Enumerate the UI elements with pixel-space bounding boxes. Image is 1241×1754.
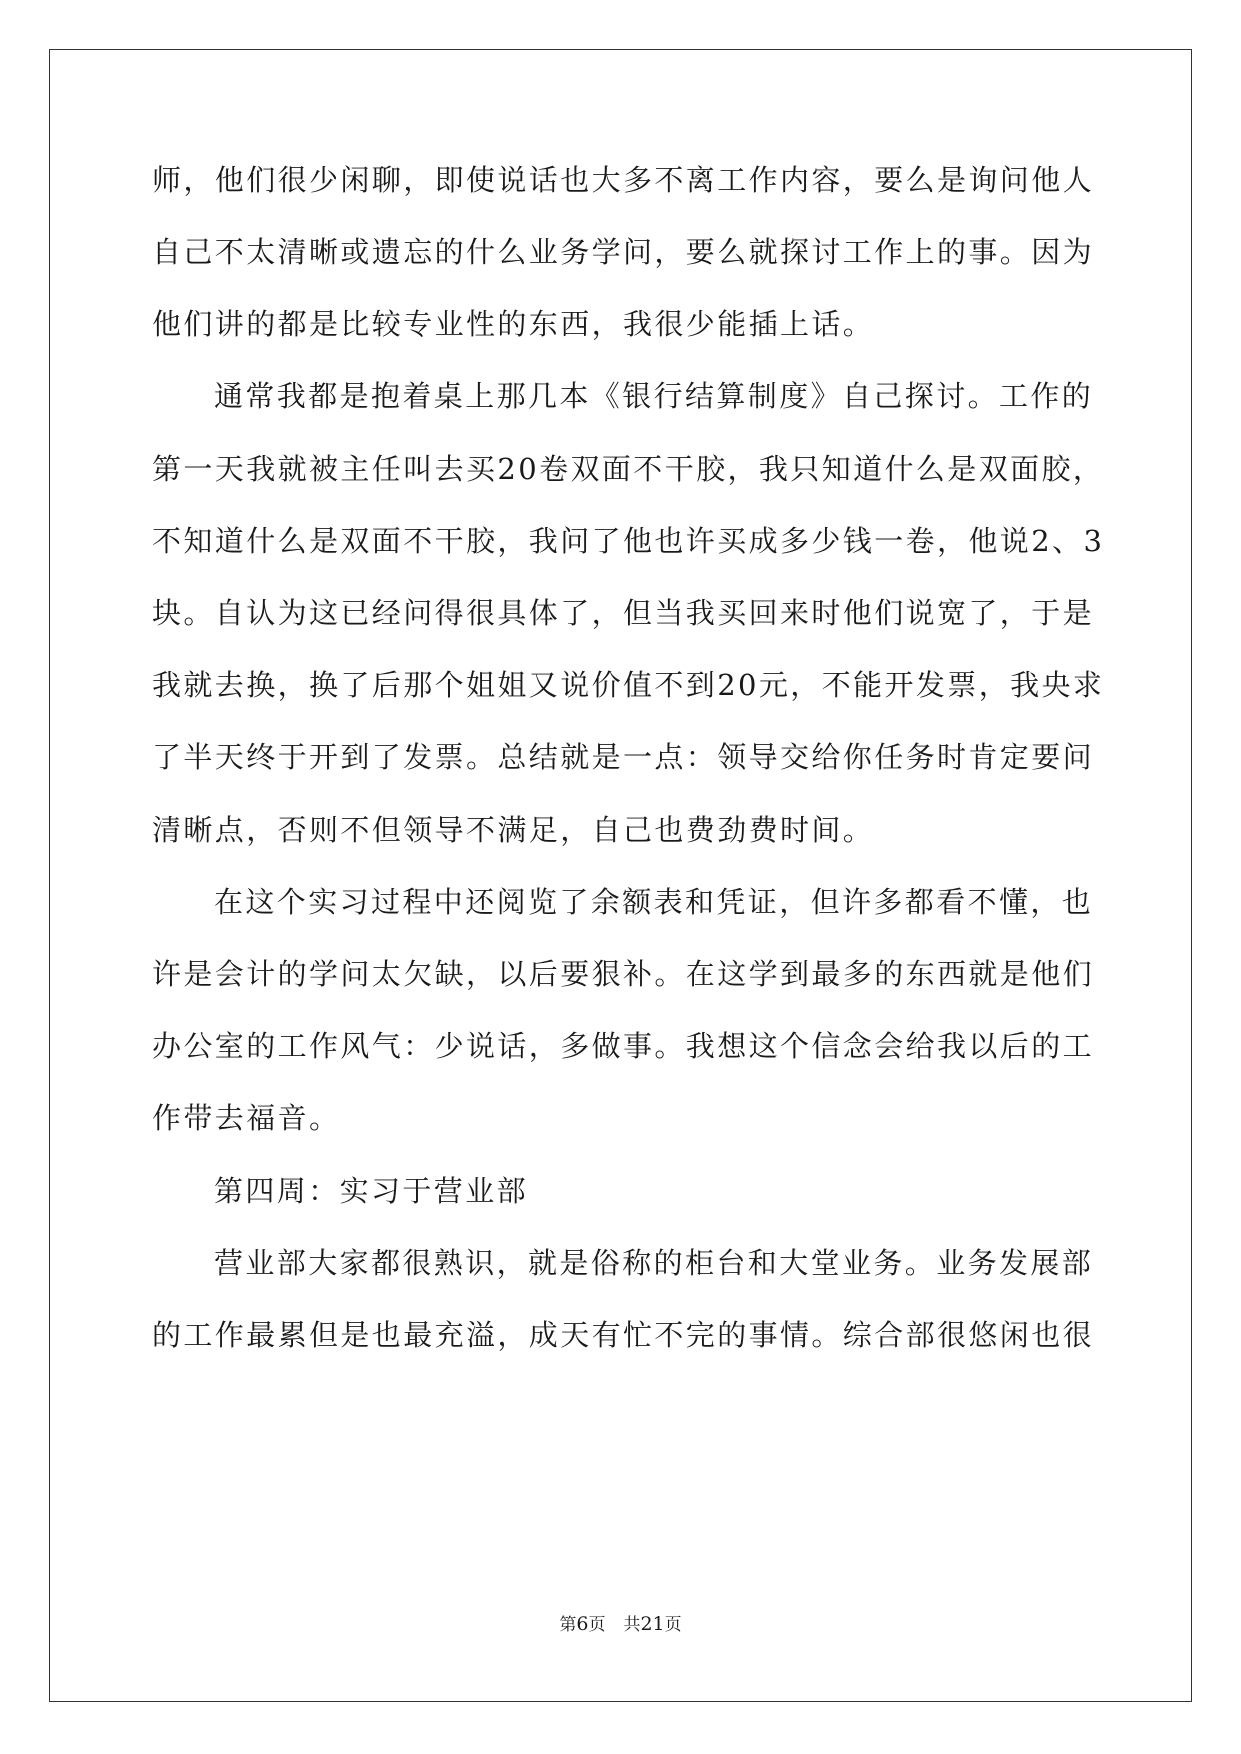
page-prefix: 第 (559, 1615, 577, 1635)
paragraph-start-line: 营业部大家都很熟识，就是俗称的柜台和大堂业务。业务发展部 (214, 1246, 1094, 1280)
total-page-count: 21 (640, 1613, 665, 1635)
text-line: 作带去福音。 (152, 1101, 341, 1135)
text-line: 办公室的工作风气：少说话，多做事。我想这个信念会给我以后的工 (152, 1029, 1095, 1063)
text-line: 块。自认为这已经问得很具体了，但当我买回来时他们说宽了，于是 (152, 596, 1095, 630)
page-suffix: 页 (588, 1615, 606, 1635)
page-border (49, 49, 1192, 1702)
text-line: 师，他们很少闲聊，即使说话也大多不离工作内容，要么是询问他人 (152, 163, 1095, 197)
text-line: 自己不太清晰或遗忘的什么业务学问，要么就探讨工作上的事。因为 (152, 235, 1095, 269)
total-prefix: 共 (623, 1615, 641, 1635)
text-line: 我就去换，换了后那个姐姐又说价值不到20元，不能开发票，我央求 (152, 668, 1105, 702)
page-footer (0, 1612, 1241, 1637)
text-line: 许是会计的学问太欠缺，以后要狠补。在这学到最多的东西就是他们 (152, 957, 1095, 991)
paragraph-start-line: 通常我都是抱着桌上那几本《银行结算制度》自己探讨。工作的 (214, 379, 1094, 413)
total-suffix: 页 (664, 1615, 682, 1635)
text-line: 他们讲的都是比较专业性的东西，我很少能插上话。 (152, 307, 875, 341)
text-line: 的工作最累但是也最充溢，成天有忙不完的事情。综合部很悠闲也很 (152, 1318, 1095, 1352)
paragraph-start-line: 在这个实习过程中还阅览了余额表和凭证，但许多都看不懂，也 (214, 885, 1094, 919)
text-line: 不知道什么是双面不干胶，我问了他也许买成多少钱一卷，他说2、3 (152, 524, 1105, 558)
current-page-number: 6 (576, 1613, 589, 1635)
text-line: 清晰点，否则不但领导不满足，自己也费劲费时间。 (152, 813, 875, 847)
text-line: 了半天终于开到了发票。总结就是一点：领导交给你任务时肯定要问 (152, 740, 1095, 774)
text-line: 第一天我就被主任叫去买20卷双面不干胶，我只知道什么是双面胶， (152, 452, 1105, 486)
section-heading: 第四周：实习于营业部 (214, 1174, 529, 1208)
